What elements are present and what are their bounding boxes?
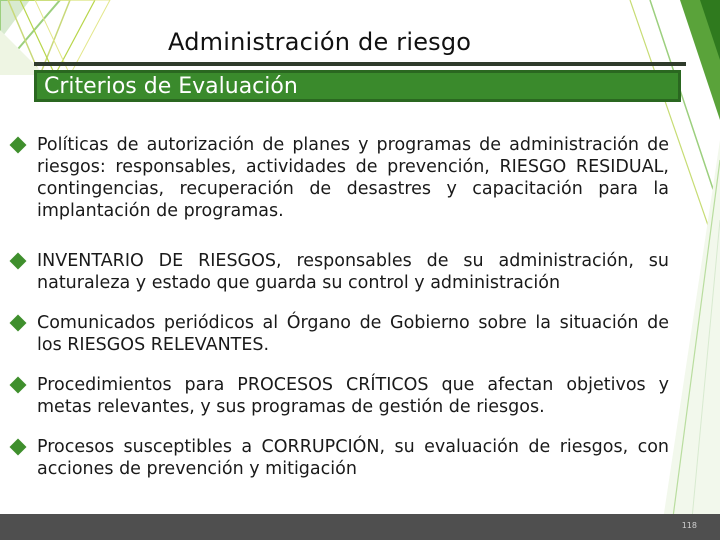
slide-subtitle: Criterios de Evaluación bbox=[44, 74, 298, 99]
green-diamond-icon bbox=[10, 253, 27, 270]
bullet-text: Procedimientos para PROCESOS CRÍTICOS que afectan objetivos y metas relevantes, y sus programas de gestión de riesgos. bbox=[37, 375, 669, 417]
page-number: 118 bbox=[681, 521, 697, 530]
green-diamond-icon bbox=[10, 137, 27, 154]
footer-bar bbox=[0, 514, 720, 540]
subtitle-banner bbox=[34, 70, 681, 102]
green-diamond-icon bbox=[10, 377, 27, 394]
bullet-text: Políticas de autorización de planes y programas de administración de riesgos: responsables, actividades de prevención, RIESGO RESIDUAL, contingencias, recuperación de desastres y capacitación para la implantación de programas. bbox=[37, 135, 669, 221]
green-diamond-icon bbox=[10, 439, 27, 456]
green-diamond-icon bbox=[10, 315, 27, 332]
title-underline bbox=[34, 62, 686, 66]
bullet-text: Comunicados periódicos al Órgano de Gobierno sobre la situación de los RIESGOS RELEVANTES. bbox=[37, 313, 669, 355]
bullet-text: INVENTARIO DE RIESGOS, responsables de su administración, su naturaleza y estado que guarda su control y administración bbox=[37, 251, 669, 293]
slide-title: Administración de riesgo bbox=[168, 28, 472, 56]
bullet-text: Procesos susceptibles a CORRUPCIÓN, su evaluación de riesgos, con acciones de prevención y mitigación bbox=[37, 437, 669, 479]
